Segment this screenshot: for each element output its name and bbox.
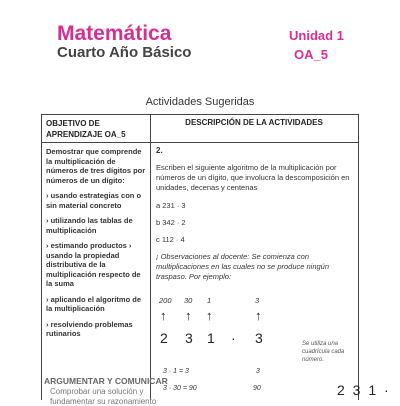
teacher-note: ¡ Observaciones al docente: Se comienza con multiplicaciones en las cuales no se produce ningún traspaso. Por ejemplo: — [156, 252, 330, 281]
objective-item: › resolviendo problemas rutinarios — [46, 319, 133, 338]
objective-item: › usando estrategias con o sin material concreto — [46, 191, 142, 210]
product-units: 3 · 1 = 3 — [163, 368, 189, 375]
objective-list — [46, 147, 148, 345]
activity-description — [156, 146, 354, 282]
table-header-divider — [42, 142, 358, 143]
place-value-3: 3 — [255, 296, 260, 305]
col1-header: OBJETIVO DE APRENDIZAJE OA_5 — [46, 119, 126, 139]
unit-label: Unidad 1 — [289, 28, 344, 43]
objective-intro: Demostrar que comprende la multiplicación de números de tres dígitos por números de un dígito: — [46, 147, 146, 185]
product-units-result: 3 — [256, 368, 260, 375]
up-arrow-icon: ↑ — [255, 308, 262, 323]
skill-heading: ARGUMENTAR Y COMUNICAR — [44, 376, 168, 386]
product-tens: 3 · 30 = 90 — [163, 385, 197, 392]
activity-item-b: b 342 · 2 — [156, 218, 186, 227]
objective-item: › utilizando las tablas de multiplicación — [46, 216, 133, 235]
place-value-200: 200 — [159, 296, 172, 305]
up-arrow-icon: ↑ — [160, 308, 167, 323]
digit-2: 2 — [160, 330, 168, 346]
section-title: Actividades Sugeridas — [145, 96, 255, 108]
digit-multiplier: 3 — [255, 330, 263, 346]
course-title: Cuarto Año Básico — [57, 44, 192, 61]
multiply-dot: · — [231, 330, 236, 346]
grid-note: Se utiliza una cuadrícula cada número. — [302, 341, 345, 363]
up-arrow-icon: ↑ — [206, 308, 213, 323]
activity-item-c: c 112 · 4 — [156, 235, 185, 244]
product-tens-result: 90 — [253, 385, 261, 392]
col2-header: DESCRIPCIÓN DE LA ACTIVIDADES — [185, 118, 323, 127]
place-value-30: 30 — [184, 296, 193, 305]
objective-code: OA_5 — [294, 47, 328, 62]
place-value-1: 1 — [207, 296, 212, 305]
skill-line-2: fundamentar su razonamiento — [50, 397, 157, 406]
activity-number: 2. — [156, 146, 163, 155]
digit-3: 3 — [185, 330, 193, 346]
activity-item-a: a 231 · 3 — [156, 201, 186, 210]
objective-item: › aplicando el algoritmo de la multiplicación — [46, 294, 142, 313]
table-column-divider — [150, 115, 151, 400]
subject-title: Matemática — [57, 22, 172, 45]
digit-1: 1 — [207, 330, 215, 346]
up-arrow-icon: ↑ — [185, 308, 192, 323]
skill-line-1: Comprobar una solución y — [50, 387, 144, 396]
activity-instruction: Escriben el siguiente algoritmo de la multiplicación por números de un dígito, que involucra la descomposición en unidades, decenas y centenas — [156, 163, 350, 192]
objective-item: › estimando productos › usando la propiedad distributiva de la multiplicación respecto de la suma — [46, 241, 141, 288]
algorithm-start: 2 3 1 · — [337, 382, 391, 398]
